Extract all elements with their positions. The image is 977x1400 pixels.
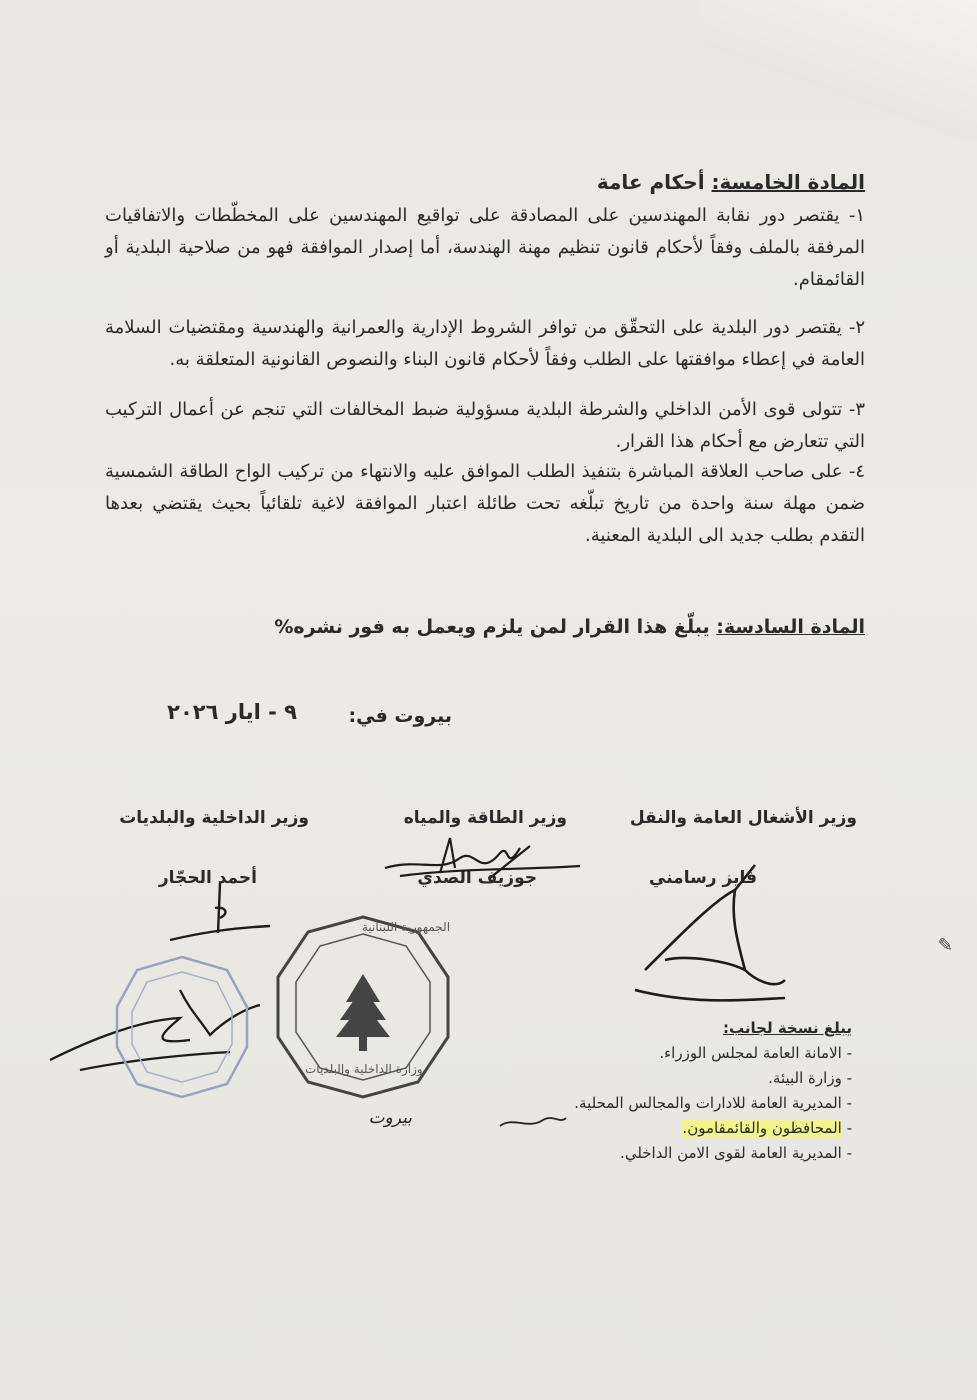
list-item	[574, 1116, 852, 1141]
article5-item-1: ١- يقتصر دور نقابة المهندسين على المصادقة على تواقيع المهندسين على المخطّطات والاتفاقيات المرفقة بالملف وفقاً لأحكام قانون تنظيم مهنة الهندسة، أما إصدار الموافقة فهو من صلاحية البلدية أو القائمقام.	[105, 205, 865, 290]
article5-heading	[597, 170, 865, 194]
article6-label: المادة السادسة:	[716, 616, 865, 638]
list-item: - الامانة العامة لمجلس الوزراء.	[574, 1041, 852, 1066]
copies-section	[574, 1016, 852, 1166]
seal-bottom-text: وزارة الداخلية والبلديات	[305, 1062, 423, 1076]
minister-title-public-works: وزير الأشغال العامة والنقل	[629, 808, 857, 828]
copies-heading: يبلغ نسخة لجانب:	[723, 1019, 852, 1037]
article5-item-2: ٢- يقتصر دور البلدية على التحقّق من توافر الشروط الإدارية والعمرانية والهندسية ومقتضيات السلامة العامة في إعطاء موافقتها على الطلب وفقاً لأحكام قانون البناء والنصوص القانونية المتعلقة به.	[105, 317, 865, 370]
article6	[274, 616, 865, 638]
handwritten-scribble	[498, 1108, 568, 1136]
minister-name-public-works: فايز رسامني	[649, 868, 757, 888]
dateline-place: بيروت في:	[348, 705, 452, 727]
dateline-date: ٩ - ايار ٢٠٢٦	[167, 700, 297, 724]
highlighted-item: المحافظون والقائمقامون.	[682, 1119, 842, 1137]
list-item: - وزارة البيئة.	[574, 1066, 852, 1091]
article5-title: أحكام عامة	[596, 170, 705, 194]
list-item: - المديرية العامة لقوى الامن الداخلي.	[574, 1141, 852, 1166]
minister-title-interior: وزير الداخلية والبلديات	[119, 808, 309, 828]
minister-name-interior: أحمد الحجّار	[158, 868, 257, 888]
article5-label: المادة الخامسة:	[711, 170, 865, 194]
faded-seal	[112, 952, 252, 1102]
margin-mark-icon: ✎	[937, 935, 953, 956]
article5-item-3: ٣- تتولى قوى الأمن الداخلي والشرطة البلدية مسؤولية ضبط المخالفات التي تنجم عن أعمال التركيب التي تتعارض مع أحكام هذا القرار.	[105, 399, 865, 452]
copies-list	[574, 1041, 852, 1166]
handwritten-note: بيروت	[368, 1108, 412, 1128]
minister-name-energy: جوزيف الصدي	[417, 868, 537, 888]
article5-item-4: ٤- على صاحب العلاقة المباشرة بتنفيذ الطلب الموافق عليه والانتهاء من تركيب الواح الطاقة الشمسية ضمن مهلة سنة واحدة من تاريخ تبلّغه تحت طائلة اعتبار الموافقة لاغية تلقائياً بحيث يقتضي بعدها التقدم بطلب جديد الى البلدية المعنية.	[105, 461, 865, 546]
list-item: - المديرية العامة للادارات والمجالس المحلية.	[574, 1091, 852, 1116]
paper-fold	[700, 0, 977, 140]
minister-title-energy: وزير الطاقة والمياه	[403, 808, 567, 828]
article6-text: يبلّغ هذا القرار لمن يلزم ويعمل به فور نشره%	[274, 616, 710, 638]
seal-ring-text: الجمهورية اللبنانية	[362, 920, 451, 934]
signature-interior	[160, 878, 280, 958]
